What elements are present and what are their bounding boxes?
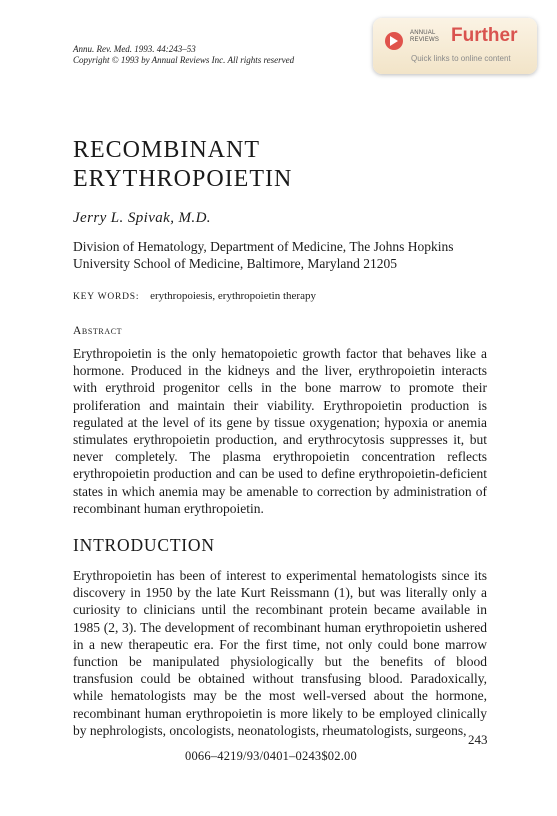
further-label: Further — [451, 25, 518, 46]
keywords-label: KEY WORDS: — [73, 292, 140, 302]
further-tagline: Quick links to online content — [411, 54, 511, 63]
copyright-line: Copyright © 1993 by Annual Reviews Inc. All rights reserved — [73, 55, 295, 65]
keywords-list: erythropoiesis, erythropoietin therapy — [150, 290, 316, 302]
keywords — [73, 290, 316, 302]
page-number: 243 — [468, 732, 488, 747]
author-name: Jerry L. Spivak, M.D. — [73, 210, 211, 226]
further-links-button[interactable] — [373, 18, 537, 74]
article-title: RECOMBINANT ERYTHROPOIETIN — [73, 137, 293, 192]
play-arrow-icon — [385, 32, 403, 50]
author-affiliation: Division of Hematology, Department of Medicine, The Johns Hopkins University School of Medicine, Baltimore, Maryland 21205 — [73, 239, 454, 271]
journal-line: Annu. Rev. Med. 1993. 44:243–53 — [73, 44, 196, 54]
price-code: 0066–4219/93/0401–0243$02.00 — [185, 749, 357, 763]
abstract-heading: Abstract — [73, 325, 123, 337]
abstract-text: Erythropoietin is the only hematopoietic growth factor that behaves like a hormone. Produced in the kidneys and the liver, erythropoietin interacts with erythroid progenitor cells in the bone marrow to promote their proliferation and maintain their viability. Erythropoietin production is regulated at the level of its gene by tissue oxygenation; hypoxia or anemia stimulates erythropoietin production, and erythrocytosis suppresses it, but never completely. The plasma erythropoietin concentration reflects erythropoietin production and can be used to define erythropoietin-deficient states in which anemia may be amenable to correction by administration of recombinant human erythropoietin. — [73, 346, 487, 516]
journal-citation — [73, 44, 363, 66]
introduction-text: Erythropoietin has been of interest to experimental hematologists since its discovery in 1950 by the late Kurt Reissmann (1), but was literally only a curiosity to clinicians until the recombinant protein became available in 1985 (2, 3). The development of recombinant human erythropoietin ushered in a new therapeutic era. For the first time, not only could bone marrow function be manipulated physiologically but the benefits of blood transfusion could be obtained without transfusing blood. Paradoxically, while hematologists may be the most well-versed about the hormone, recombinant human erythropoietin is more likely to be employed clinically by nephrologists, oncologists, neonatologists, rheumatologists, surgeons, — [73, 568, 487, 738]
introduction-heading: INTRODUCTION — [73, 535, 215, 555]
annual-reviews-logo: ANNUAL REVIEWS — [410, 30, 440, 43]
